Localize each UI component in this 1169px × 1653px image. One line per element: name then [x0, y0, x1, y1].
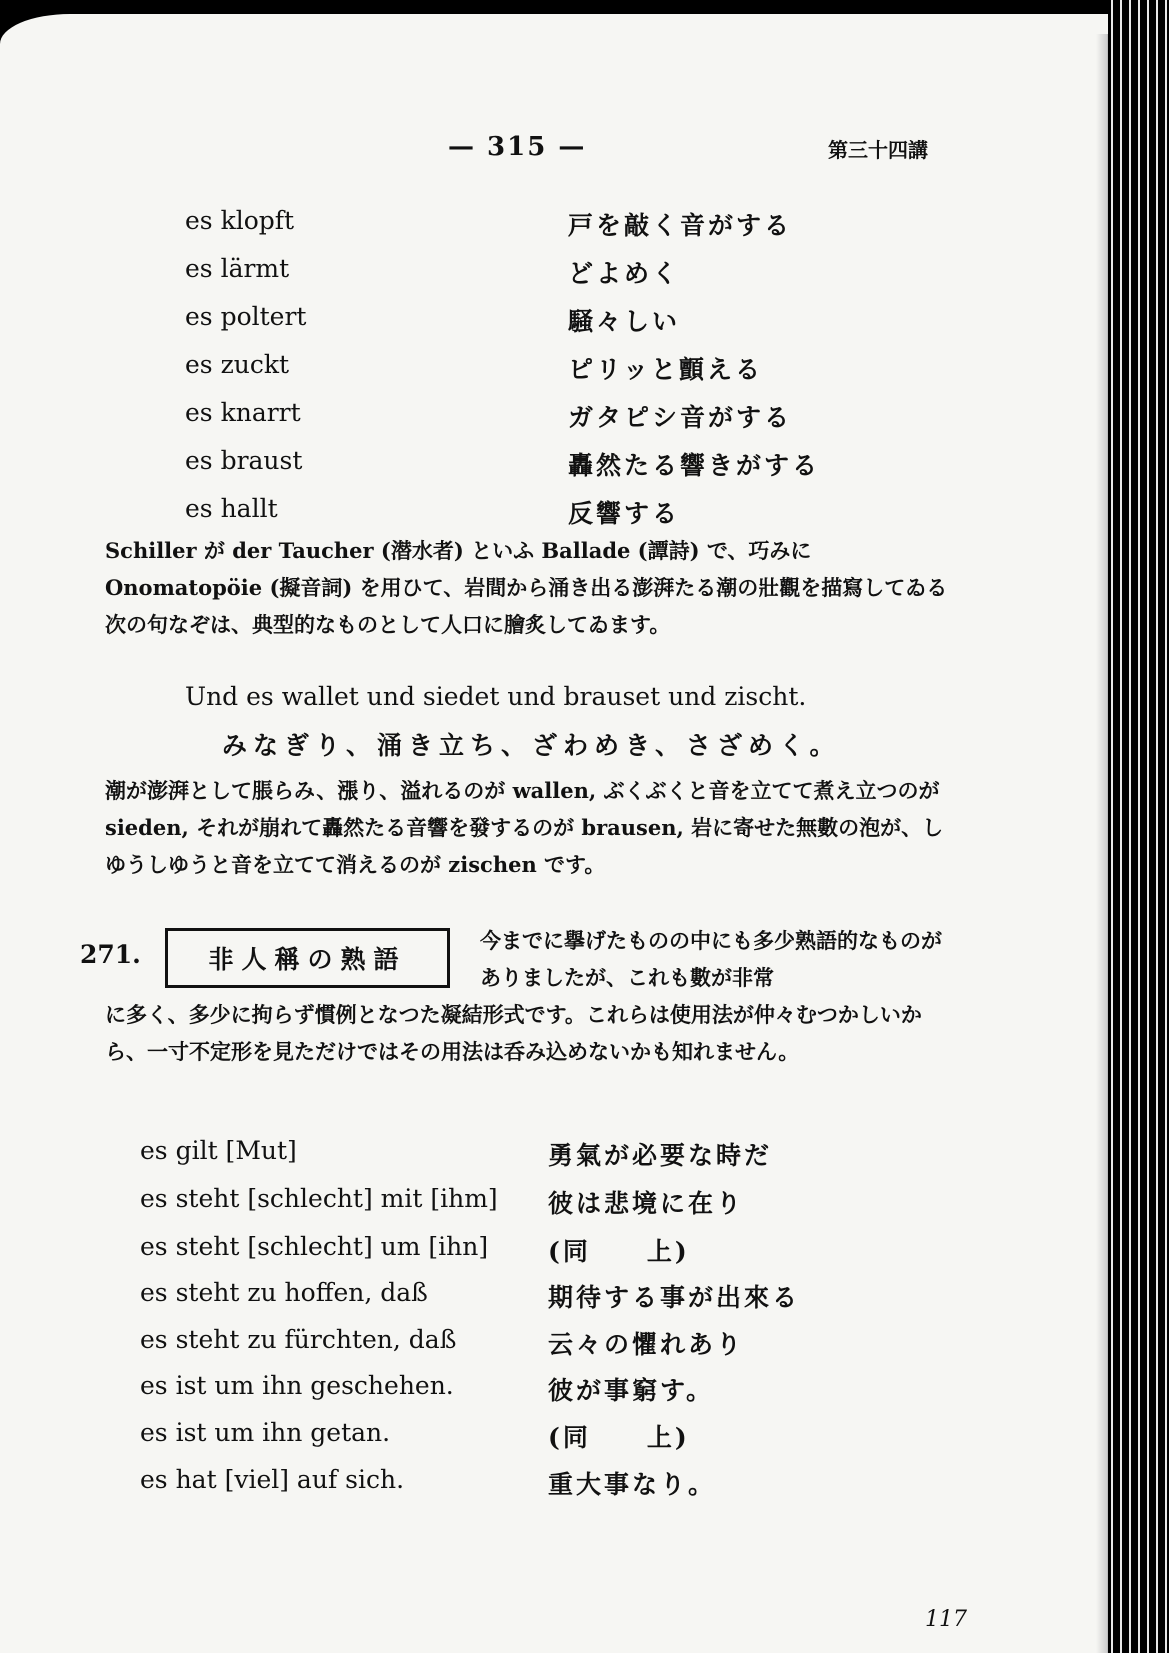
- list-a-de-4: es knarrt: [185, 398, 301, 427]
- section-title: 非人稱の熟語: [208, 945, 407, 974]
- list-a-ja-6: 反響する: [568, 499, 681, 528]
- list-a-ja-3: ピリッと顫える: [568, 355, 764, 384]
- list-a-ja-4: ガタピシ音がする: [568, 403, 793, 432]
- list-b-ja-1: 彼は悲境に在り: [548, 1189, 745, 1218]
- list-b-de-4: es steht zu fürchten, daß: [140, 1325, 457, 1354]
- page-number: — 315 —: [448, 132, 587, 162]
- paragraph-explanation: 潮が澎湃として脹らみ、漲り、溢れるのが wallen, ぶくぶくと音を立てて煮え立つのが sieden, それが崩れて轟然たる音響を發するのが brausen, 岩に寄せた無數の泡が、しゆうしゆうと音を立てて消えるのが zischen です。: [105, 778, 944, 877]
- page-header: [0, 132, 1108, 172]
- list-b-de-6: es ist um ihn getan.: [140, 1418, 391, 1447]
- section-lead-text: 今までに擧げたものの中にも多少熟語的なものがありましたが、これも數が非常: [480, 928, 942, 990]
- section-title-box: [165, 928, 450, 988]
- list-a-ja-2: 騒々しい: [568, 307, 681, 336]
- list-b-de-2: es steht [schlecht] um [ihn]: [140, 1232, 489, 1261]
- book-edge-pages: [1108, 0, 1169, 1653]
- paragraph-onomatopoeia: Schiller が der Taucher (潜水者) といふ Ballade (譚詩) で、巧みに Onomatopöie (擬音詞) を用ひて、岩間から涌き出る澎湃たる潮の壯觀を描寫してゐる次の句なぞは、典型的なものとして人口に膾炙してゐます。: [105, 538, 948, 637]
- list-b-de-7: es hat [viel] auf sich.: [140, 1465, 405, 1494]
- list-b-ja-2: (同 上): [548, 1237, 690, 1266]
- list-b-de-3: es steht zu hoffen, daß: [140, 1278, 428, 1307]
- list-a-de-1: es lärmt: [185, 254, 290, 283]
- list-a-ja-1: どよめく: [568, 259, 681, 288]
- folio-number: 117: [925, 1607, 967, 1632]
- list-b-de-1: es steht [schlecht] mit [ihm]: [140, 1184, 498, 1213]
- quote-japanese: みなぎり、涌き立ち、ざわめき、さざめく。: [222, 731, 841, 760]
- list-b-ja-0: 勇氣が必要な時だ: [548, 1141, 773, 1170]
- list-b-ja-7: 重大事なり。: [548, 1470, 717, 1499]
- list-b-de-5: es ist um ihn geschehen.: [140, 1371, 454, 1400]
- list-b-ja-3: 期待する事が出來る: [548, 1283, 801, 1312]
- list-a-ja-5: 轟然たる響きがする: [568, 451, 821, 480]
- list-b-ja-5: 彼が事窮す。: [548, 1376, 715, 1405]
- list-b-ja-6: (同 上): [548, 1423, 690, 1452]
- page-gutter-shadow: [1096, 34, 1108, 1653]
- section-number: 271.: [80, 940, 141, 969]
- section-body-text: に多く、多少に拘らず慣例となつた凝結形式です。これらは使用法が仲々むつかしいから、一寸不定形を見ただけではその用法は呑み込めないかも知れません。: [105, 1002, 922, 1064]
- list-b-ja-4: 云々の懼れあり: [548, 1330, 745, 1359]
- book-page: [0, 14, 1108, 1653]
- list-a-de-6: es hallt: [185, 494, 278, 523]
- list-a-de-5: es braust: [185, 446, 303, 475]
- list-a-de-3: es zuckt: [185, 350, 290, 379]
- list-a-de-0: es klopft: [185, 206, 295, 235]
- quote-german: Und es wallet und siedet und brauset und zischt.: [185, 682, 807, 711]
- list-b-de-0: es gilt [Mut]: [140, 1136, 297, 1165]
- list-a-ja-0: 戸を敲く音がする: [568, 211, 793, 240]
- chapter-title: 第三十四講: [828, 138, 928, 162]
- list-a-de-2: es poltert: [185, 302, 307, 331]
